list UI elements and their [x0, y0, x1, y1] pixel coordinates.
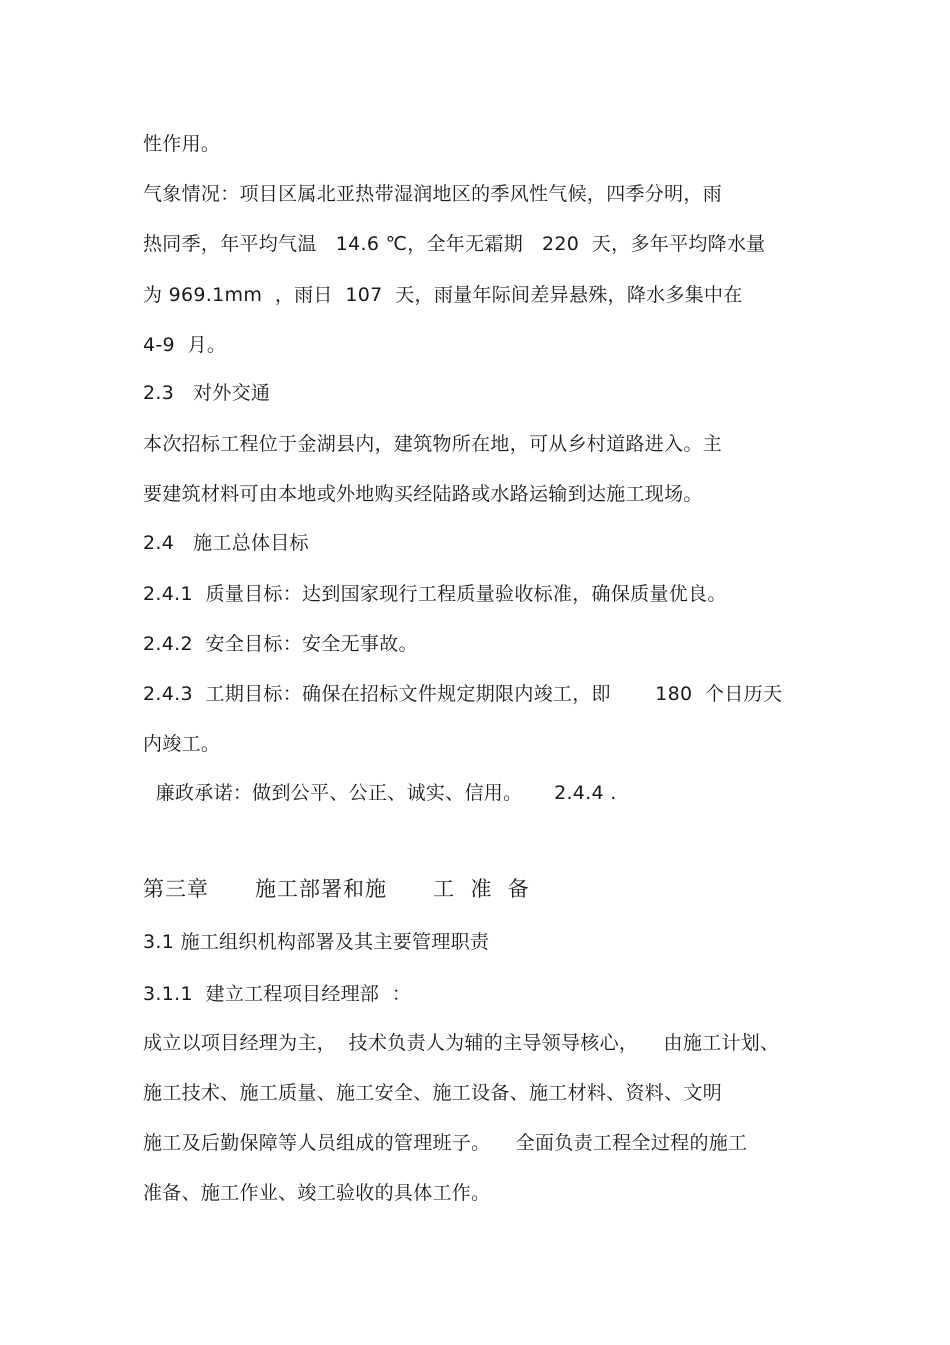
text-line: 内竣工。 — [143, 733, 221, 755]
text-line: 2.4.1 质量目标：达到国家现行工程质量验收标准，确保质量优良。 — [143, 583, 727, 605]
text-line: 成立以项目经理为主， 技术负责人为辅的主导领导核心， 由施工计划、 — [143, 1032, 780, 1054]
section-heading: 3.1 施工组织机构部署及其主要管理职责 — [143, 931, 490, 953]
text-line: 准备、施工作业、竣工验收的具体工作。 — [143, 1182, 491, 1204]
text-line: 气象情况：项目区属北亚热带湿润地区的季风性气候，四季分明，雨 — [143, 183, 723, 205]
section-heading: 2.3 对外交通 — [143, 382, 271, 404]
text-line: 廉政承诺：做到公平、公正、诚实、信用。 2.4.4 . — [143, 782, 617, 804]
text-line: 为 969.1mm ，雨日 107 天，雨量年际间差异悬殊，降水多集中在 — [143, 284, 743, 306]
chapter-title: 第三章 施工部署和施 工 准 备 — [143, 877, 530, 901]
text-line: 本次招标工程位于金湖县内，建筑物所在地，可从乡村道路进入。主 — [143, 433, 723, 455]
text-line: 施工技术、施工质量、施工安全、施工设备、施工材料、资料、文明 — [143, 1082, 723, 1104]
text-line: 2.4.2 安全目标：安全无事故。 — [143, 633, 418, 655]
text-line: 4-9 月。 — [143, 334, 227, 356]
text-line: 性作用。 — [143, 133, 221, 155]
section-heading: 2.4 施工总体目标 — [143, 532, 309, 554]
text-line: 施工及后勤保障等人员组成的管理班子。 全面负责工程全过程的施工 — [143, 1132, 748, 1154]
text-line: 热同季，年平均气温 14.6 ℃，全年无霜期 220 天，多年平均降水量 — [143, 233, 766, 255]
text-line: 2.4.3 工期目标：确保在招标文件规定期限内竣工，即 180 个日历天 — [143, 683, 783, 705]
text-line: 要建筑材料可由本地或外地购买经陆路或水路运输到达施工现场。 — [143, 483, 703, 505]
subsection-heading: 3.1.1 建立工程项目经理部 ： — [143, 983, 412, 1005]
